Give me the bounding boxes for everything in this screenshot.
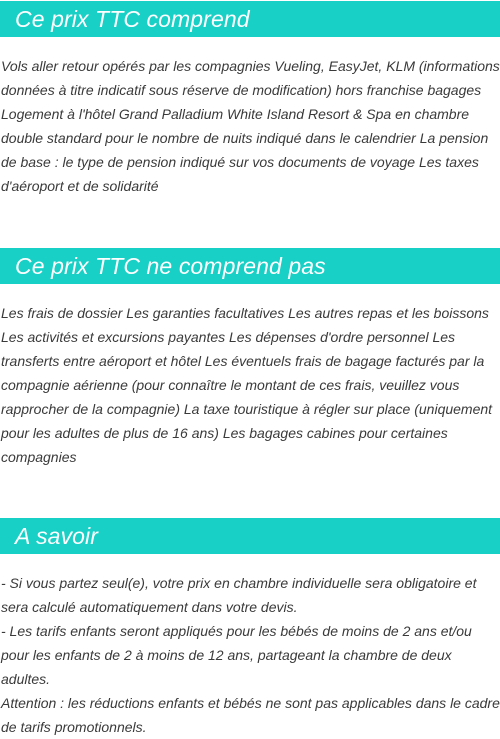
section-body-a-savoir <box>0 554 500 739</box>
a-savoir-line-seul: - Si vous partez seul(e), votre prix en chambre individuelle sera obligatoire et sera calculé automatiquement dans votre devis. <box>1 575 477 615</box>
a-savoir-line-tarifs-enfants: - Les tarifs enfants seront appliqués pour les bébés de moins de 2 ans et/ou pour les enfants de 2 à moins de 12 ans, partageant la chambre de deux adultes. <box>1 623 472 687</box>
section-a-savoir <box>0 518 500 739</box>
section-body-prix-comprend <box>0 37 500 198</box>
section-header-prix-comprend <box>0 1 500 37</box>
section-header-prix-ne-comprend-pas <box>0 248 500 284</box>
section-text-prix-comprend: Vols aller retour opérés par les compagnies Vueling, EasyJet, KLM (informations données à titre indicatif sous réserve de modification) hors franchise bagages Logement à l'hôtel Grand Palladium White Island Resort & Spa en chambre double standard pour le nombre de nuits indiqué dans le calendrier La pension de base : le type de pension indiqué sur vos documents de voyage Les taxes d'aéroport et de solidarité <box>1 58 500 194</box>
section-prix-ne-comprend-pas <box>0 248 500 518</box>
section-title-prix-ne-comprend-pas: Ce prix TTC ne comprend pas <box>15 252 326 279</box>
section-title-a-savoir: A savoir <box>15 522 99 549</box>
section-prix-comprend <box>0 1 500 248</box>
section-title-prix-comprend: Ce prix TTC comprend <box>15 5 250 32</box>
section-body-prix-ne-comprend-pas <box>0 284 500 469</box>
section-header-a-savoir <box>0 518 500 554</box>
a-savoir-line-attention: Attention : les réductions enfants et bébés ne sont pas applicables dans le cadre de tarifs promotionnels. <box>1 695 500 735</box>
section-text-prix-ne-comprend-pas: Les frais de dossier Les garanties facultatives Les autres repas et les boissons Les activités et excursions payantes Les dépenses d'ordre personnel Les transferts entre aéroport et hôtel Les éventuels frais de bagage facturés par la compagnie aérienne (pour connaître le montant de ces frais, veuillez vous rapprocher de la compagnie) La taxe touristique à régler sur place (uniquement pour les adultes de plus de 16 ans) Les bagages cabines pour certaines compagnies <box>1 305 493 465</box>
